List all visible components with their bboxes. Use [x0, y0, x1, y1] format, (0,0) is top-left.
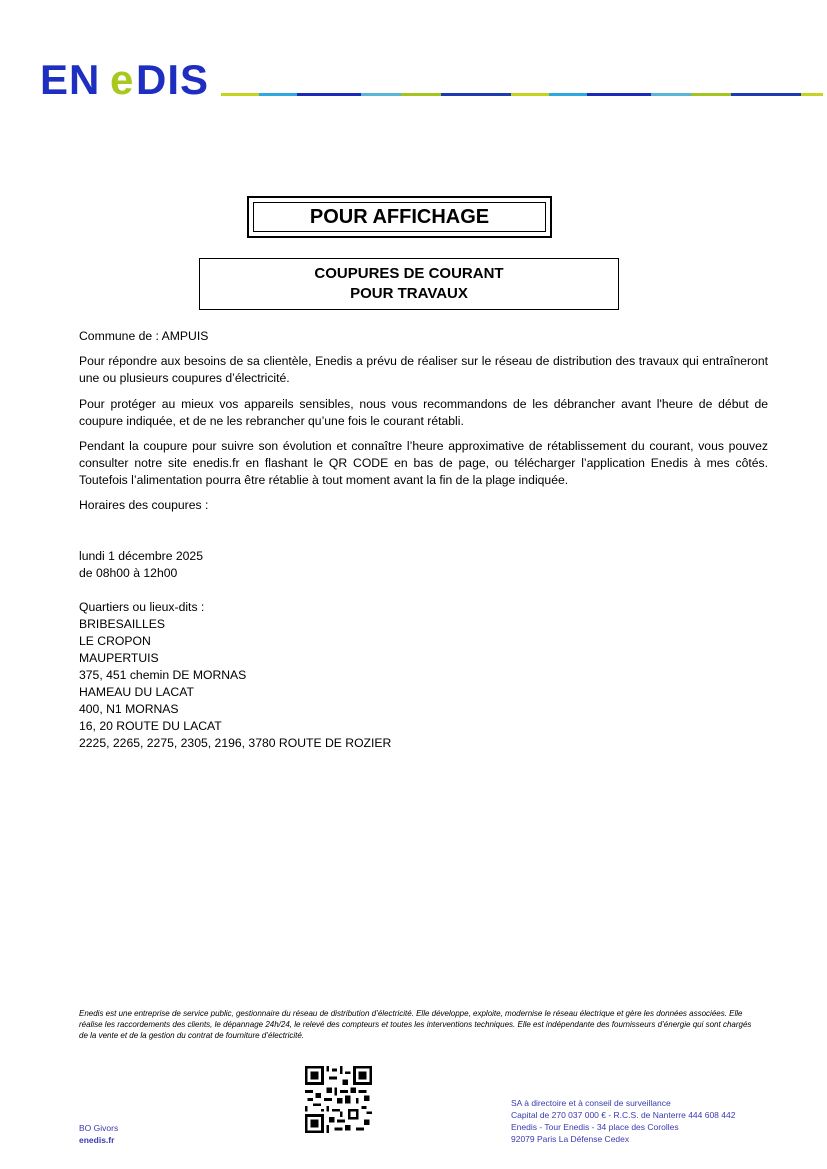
svg-text:DIS: DIS	[136, 60, 210, 100]
enedis-logo	[40, 60, 216, 100]
list-item: MAUPERTUIS	[79, 651, 159, 665]
company-info-line: Enedis - Tour Enedis - 34 place des Corolles	[511, 1122, 679, 1132]
company-info-line: 92079 Paris La Défense Cedex	[511, 1134, 630, 1144]
footer-note: Enedis est une entreprise de service public, gestionnaire du réseau de distribution d’électricité. Elle développe, exploite, modernise le réseau électrique et gère les données associées. Elle réalise les raccordements des clients, le dépannage 24h/24, le relevé des compteurs et toutes les interventions techniques. Elle est indépendante des fournisseurs d’énergie qui sont chargés de la vente et de la gestion du contrat de fourniture d’électricité.	[79, 1009, 752, 1040]
commune: Commune de : AMPUIS	[79, 329, 209, 343]
paragraph-1: Pour répondre aux besoins de sa clientèle, Enedis a prévu de réaliser sur le réseau de distribution des travaux qui entraîneront une ou plusieurs coupures d’électricité.	[79, 354, 768, 385]
list-item: LE CROPON	[79, 634, 151, 648]
paragraph-3: Pendant la coupure pour suivre son évolution et connaître l’heure approximative de rétablissement du courant, vous pouvez consulter notre site enedis.fr en flashant le QR CODE en bas de page, ou télécharger l’application Enedis à mes côtés. Toutefois l’alimentation pourra être rétablie à tout moment avant la fin de la plage indiquée.	[79, 439, 768, 487]
company-info	[511, 1097, 735, 1145]
paragraph-2: Pour protéger au mieux vos appareils sensibles, nous vous recommandons de les débrancher avant l'heure de début de coupure indiquée, et de ne les rebrancher qu’une fois le courant rétabli.	[79, 397, 768, 428]
places-list	[79, 616, 768, 752]
quartiers-label: Quartiers ou lieux-dits :	[79, 600, 205, 614]
title-text: POUR AFFICHAGE	[253, 202, 546, 232]
office-name: BO Givors	[79, 1123, 119, 1133]
list-item: BRIBESAILLES	[79, 617, 166, 631]
list-item: 16, 20 ROUTE DU LACAT	[79, 719, 222, 733]
header-line	[221, 93, 823, 96]
list-item: 2225, 2265, 2275, 2305, 2196, 3780 ROUTE DE ROZIER	[79, 736, 392, 750]
list-item: 400, N1 MORNAS	[79, 702, 179, 716]
date: lundi 1 décembre 2025	[79, 549, 203, 563]
svg-text:EN: EN	[40, 60, 101, 100]
list-item: 375, 451 chemin DE MORNAS	[79, 668, 247, 682]
subtitle-box	[199, 258, 619, 310]
qr-code-icon[interactable]	[305, 1066, 372, 1133]
subtitle-line-1: COUPURES DE COURANT	[314, 265, 504, 282]
site-link[interactable]: enedis.fr	[79, 1135, 115, 1145]
time-range: de 08h00 à 12h00	[79, 566, 178, 580]
subtitle-line-2: POUR TRAVAUX	[350, 285, 468, 302]
office-info	[79, 1122, 118, 1146]
svg-text:e: e	[110, 60, 134, 100]
list-item: HAMEAU DU LACAT	[79, 685, 194, 699]
company-info-line: Capital de 270 037 000 € - R.C.S. de Nanterre 444 608 442	[511, 1110, 736, 1120]
horaires-label: Horaires des coupures :	[79, 498, 209, 512]
title-box	[247, 196, 552, 238]
company-info-line: SA à directoire et à conseil de surveillance	[511, 1098, 671, 1108]
